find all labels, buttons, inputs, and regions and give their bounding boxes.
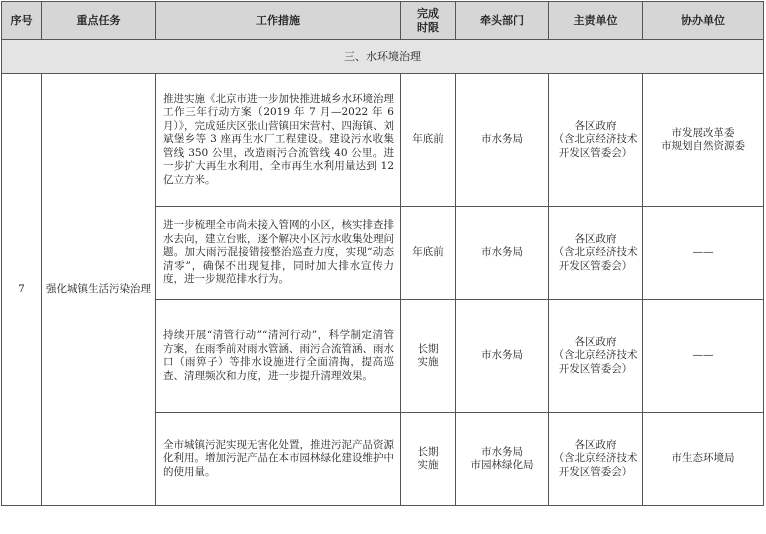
table-row (2, 74, 764, 207)
header-lead-dept: 牵头部门 (456, 2, 549, 40)
cooperating-unit: 市发展改革委 市规划自然资源委 (643, 74, 764, 207)
header-row (2, 2, 764, 40)
responsible-unit: 各区政府 （含北京经济技术开发区管委会） (549, 74, 643, 207)
lead-department: 市水务局 (456, 207, 549, 300)
task-name: 强化城镇生活污染治理 (42, 74, 156, 506)
header-cooperating: 协办单位 (643, 2, 764, 40)
cooperating-unit: 市生态环境局 (643, 413, 764, 506)
section-title: 三、水环境治理 (2, 40, 764, 74)
header-seq: 序号 (2, 2, 42, 40)
deadline: 长期 实施 (401, 413, 456, 506)
lead-department: 市水务局 (456, 74, 549, 207)
deadline: 年底前 (401, 74, 456, 207)
measure-text: 进一步梳理全市尚未接入管网的小区，核实排查排水去向，建立台账，逐个解决小区污水收集处理问题。加大雨污混接错接整治巡查力度，实现“动态清零”，确保不出现复排，同时加大排水宣传力度，进一步规范排水行为。 (156, 207, 401, 300)
work-plan-table (1, 1, 764, 506)
responsible-unit: 各区政府 （含北京经济技术开发区管委会） (549, 207, 643, 300)
seq-number: 7 (2, 74, 42, 506)
measure-text: 全市城镇污泥实现无害化处置，推进污泥产品资源化利用。增加污泥产品在本市园林绿化建设维护中的使用量。 (156, 413, 401, 506)
section-row (2, 40, 764, 74)
responsible-unit: 各区政府 （含北京经济技术开发区管委会） (549, 300, 643, 413)
measure-text: 推进实施《北京市进一步加快推进城乡水环境治理工作三年行动方案（2019 年 7 月—2022 年 6 月）》，完成延庆区张山营镇田宋营村、四海镇、刘斌堡乡等 3 座再生水厂工程建设。建设污水收集管线 350 公里，改造雨污合流管线 40 公里。进一步扩大再生水利用，全市再生水利用量达到 12 亿立方米。 (156, 74, 401, 207)
cooperating-unit: —— (643, 207, 764, 300)
lead-department: 市水务局 (456, 300, 549, 413)
measure-text: 持续开展“清管行动”“清河行动”，科学制定清管方案，在雨季前对雨水管涵、雨污合流管涵、雨水口（雨箅子）等排水设施进行全面清掏，提高巡查、清理频次和力度，进一步提升清理效果。 (156, 300, 401, 413)
header-responsible: 主责单位 (549, 2, 643, 40)
responsible-unit: 各区政府 （含北京经济技术开发区管委会） (549, 413, 643, 506)
cooperating-unit: —— (643, 300, 764, 413)
lead-department: 市水务局 市园林绿化局 (456, 413, 549, 506)
header-task: 重点任务 (42, 2, 156, 40)
deadline: 长期 实施 (401, 300, 456, 413)
deadline: 年底前 (401, 207, 456, 300)
header-measures: 工作措施 (156, 2, 401, 40)
header-deadline: 完成 时限 (401, 2, 456, 40)
